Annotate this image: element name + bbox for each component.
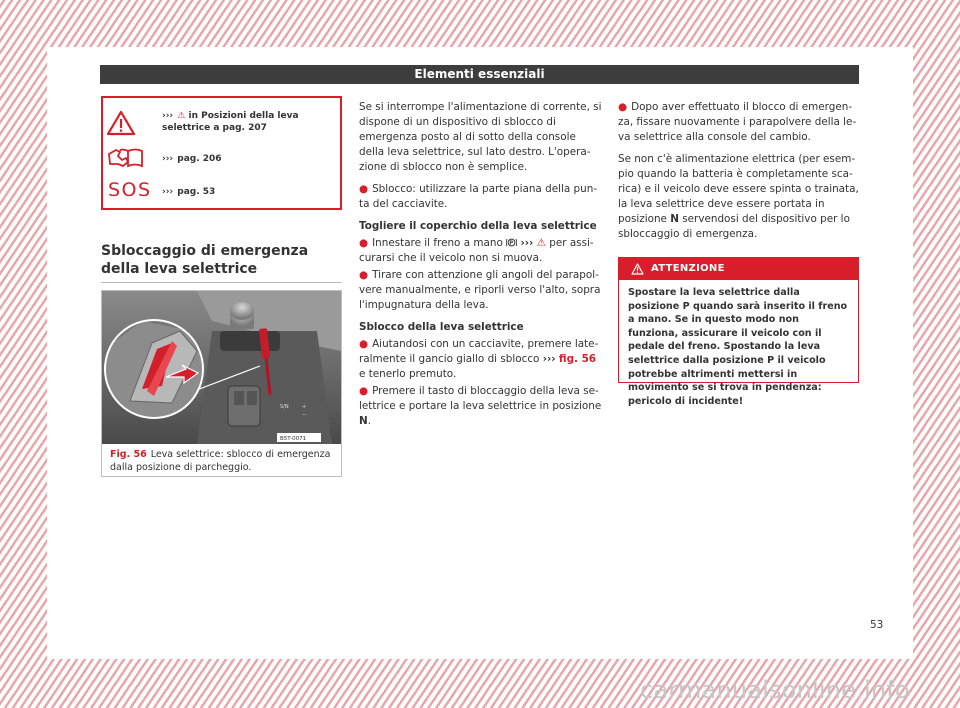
column-right xyxy=(618,100,861,249)
bullet-dot: ● xyxy=(359,385,369,397)
book-wrench-icon xyxy=(106,144,148,174)
no-power-paragraph: Se non c'è alimentazione elettrica (per esempio quando la batteria è completamente scarica) e il veicolo deve essere spinta o trainata, la leva selettrice deve essere portata in posizione N servendosi del dispositivo per lo sbloccaggio di emergenza. xyxy=(618,153,859,240)
subheading-unlock: Sblocco della leva selettrice xyxy=(359,321,524,333)
inline-warning-icon: ⚠ xyxy=(536,237,546,249)
ref-row-manual xyxy=(103,144,340,172)
warning-box xyxy=(618,257,859,407)
page-header: Elementi essenziali xyxy=(100,65,859,84)
figure-caption: Fig. 56 Leva selettrice: sblocco di emergenza dalla posizione di parcheggio. xyxy=(110,449,331,473)
sos-icon: SOS xyxy=(108,179,152,201)
figure-code: B5T-0071 xyxy=(280,436,307,442)
svg-text:S/N: S/N xyxy=(280,404,289,410)
parking-brake-icon xyxy=(506,237,517,249)
subheading-cover: Togliere il coperchio della leva selettrice xyxy=(359,220,597,232)
section-divider xyxy=(101,282,342,283)
bullet-dot: ● xyxy=(618,101,628,113)
bullet-dot: ● xyxy=(359,237,369,249)
bullet-unlock: ● Sblocco: utilizzare la parte piana della punta del cacciavite. xyxy=(359,183,598,210)
figure-56 xyxy=(101,290,342,477)
section-title: Sbloccaggio di emergenza della leva selettrice xyxy=(101,243,309,277)
warning-triangle-icon xyxy=(106,110,136,140)
ref-row-sos xyxy=(103,178,340,206)
warning-body: Spostare la leva selettrice dalla posizione P quando sarà inserito il freno a mano. Se in questo modo non funziona, assicurare il veicolo con il pedale del freno. Spostando la leva selettrice dalla posizione P il veicolo potrebbe altrimenti mettersi in movimento se si trova in pendenza: pericolo di incidente! xyxy=(628,287,848,407)
watermark: carmanualsonline.info xyxy=(640,676,910,704)
bullet-dustcover: ● Tirare con attenzione gli angoli del parapolvere manualmente, e riporli verso l'alto, sopra l'impugnatura della leva. xyxy=(359,269,601,311)
ref-text-sos: ››› pag. 53 xyxy=(162,187,216,197)
bullet-dot: ● xyxy=(359,269,369,281)
bullet-refit: ● Dopo aver effettuato il blocco di emergenza, fissare nuovamente i parapolvere della leva selettrice alla console del cambio. xyxy=(618,101,857,143)
reference-box xyxy=(101,96,342,210)
gear-lever-photo xyxy=(102,291,341,444)
bullet-screwdriver: ● Aiutandosi con un cacciavite, premere lateralmente il gancio giallo di sblocco ››› fig. 56 e tenerlo premuto. xyxy=(359,338,599,380)
svg-text:P: P xyxy=(509,240,514,247)
page-number: 53 xyxy=(870,619,884,631)
column-middle xyxy=(359,100,602,436)
bullet-lock-button: ● Premere il tasto di bloccaggio della leva selettrice e portare la leva selettrice in posizione N. xyxy=(359,385,602,427)
bullet-dot: ● xyxy=(359,338,369,350)
ref-row-warning xyxy=(103,108,340,138)
warning-title: ATTENZIONE xyxy=(651,263,725,274)
inline-warning-icon: ⚠ xyxy=(177,111,186,121)
svg-text:+: + xyxy=(302,404,307,410)
figure-number: Fig. 56 xyxy=(110,449,147,460)
bullet-handbrake: ● Innestare il freno a mano P ››› ⚠ per assicurarsi che il veicolo non si muova. xyxy=(359,237,594,264)
warning-header xyxy=(619,258,858,280)
intro-paragraph: Se si interrompe l'alimentazione di corrente, si dispone di un dispositivo di sblocco di emergenza posto al di sotto della console della leva selettrice, sul lato destro. L'operazione di sblocco non è semplice. xyxy=(359,101,602,173)
warning-triangle-icon xyxy=(631,262,644,284)
bullet-dot: ● xyxy=(359,183,369,195)
svg-text:−: − xyxy=(302,412,307,418)
ref-text-manual: ››› pag. 206 xyxy=(162,154,222,164)
figure-link[interactable]: fig. 56 xyxy=(558,353,597,365)
ref-text-warning: ››› ⚠ in Posizioni della leva selettrice a pag. 207 xyxy=(162,111,299,133)
